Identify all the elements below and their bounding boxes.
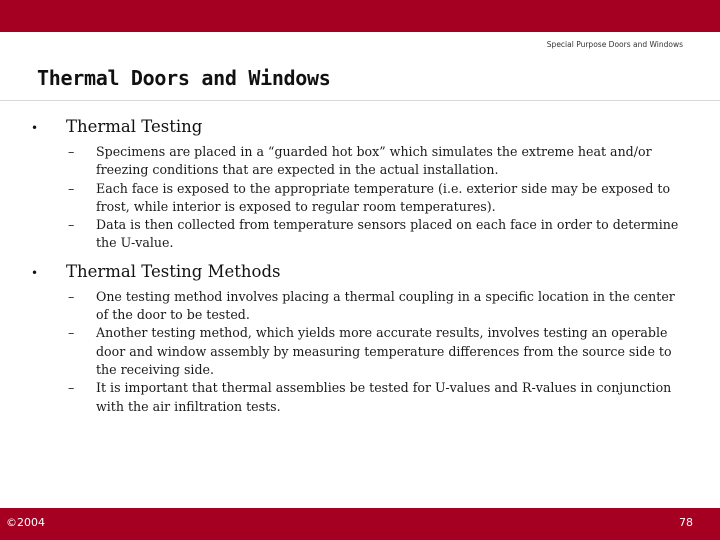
sub-bullet-text: Data is then collected from temperature sensors placed on each face in order to determine the U-value.	[96, 217, 679, 251]
header-caption: Special Purpose Doors and Windows	[546, 40, 683, 49]
sub-bullet-text: One testing method involves placing a thermal coupling in a specific location in the center of the door to be tested.	[96, 288, 675, 323]
section-thermal-testing	[30, 116, 690, 253]
page-number: 78	[679, 516, 693, 529]
title-divider	[0, 100, 720, 101]
dash-icon: –	[68, 180, 75, 196]
dash-icon: –	[68, 217, 75, 233]
bullet-heading: Thermal Testing Methods	[66, 261, 281, 281]
bullet	[30, 116, 690, 139]
sub-bullet-text: Each face is exposed to the appropriate temperature (i.e. exterior side may be exposed to frost, while interior is exposed to regular room temperatures).	[96, 180, 671, 214]
sub-bullet	[68, 180, 690, 217]
sub-bullet	[68, 216, 690, 253]
bullet-icon: •	[31, 265, 39, 280]
top-banner	[0, 0, 720, 32]
dash-icon: –	[68, 325, 75, 341]
dash-icon: –	[68, 144, 75, 159]
bullet-icon: •	[31, 121, 39, 135]
sub-bullet-text: It is important that thermal assemblies be tested for U-values and R-values in conjunction with the air infiltration tests.	[96, 380, 672, 414]
sub-bullet-text: Another testing method, which yields more accurate results, involves testing an operable door and window assembly by measuring temperature differences from the source side to the receiving side.	[96, 325, 672, 377]
sub-bullet	[68, 379, 690, 416]
bullet-heading: Thermal Testing	[66, 117, 203, 136]
section-thermal-testing-methods	[30, 261, 690, 416]
sub-bullet-text: Specimens are placed in a “guarded hot box” which simulates the extreme heat and/or freezing conditions that are expected in the actual installation.	[96, 144, 652, 178]
dash-icon: –	[68, 288, 75, 304]
slide-title: Thermal Doors and Windows	[37, 66, 331, 90]
sub-bullet	[68, 324, 690, 379]
bottom-banner	[0, 508, 720, 540]
sub-bullet-list	[30, 143, 690, 253]
copyright-notice: ©2004	[6, 516, 45, 529]
sub-bullet	[68, 288, 690, 325]
bullet	[30, 261, 690, 284]
sub-bullet	[68, 143, 690, 180]
sub-bullet-list	[30, 288, 690, 416]
dash-icon: –	[68, 380, 75, 396]
slide-content	[30, 116, 690, 424]
